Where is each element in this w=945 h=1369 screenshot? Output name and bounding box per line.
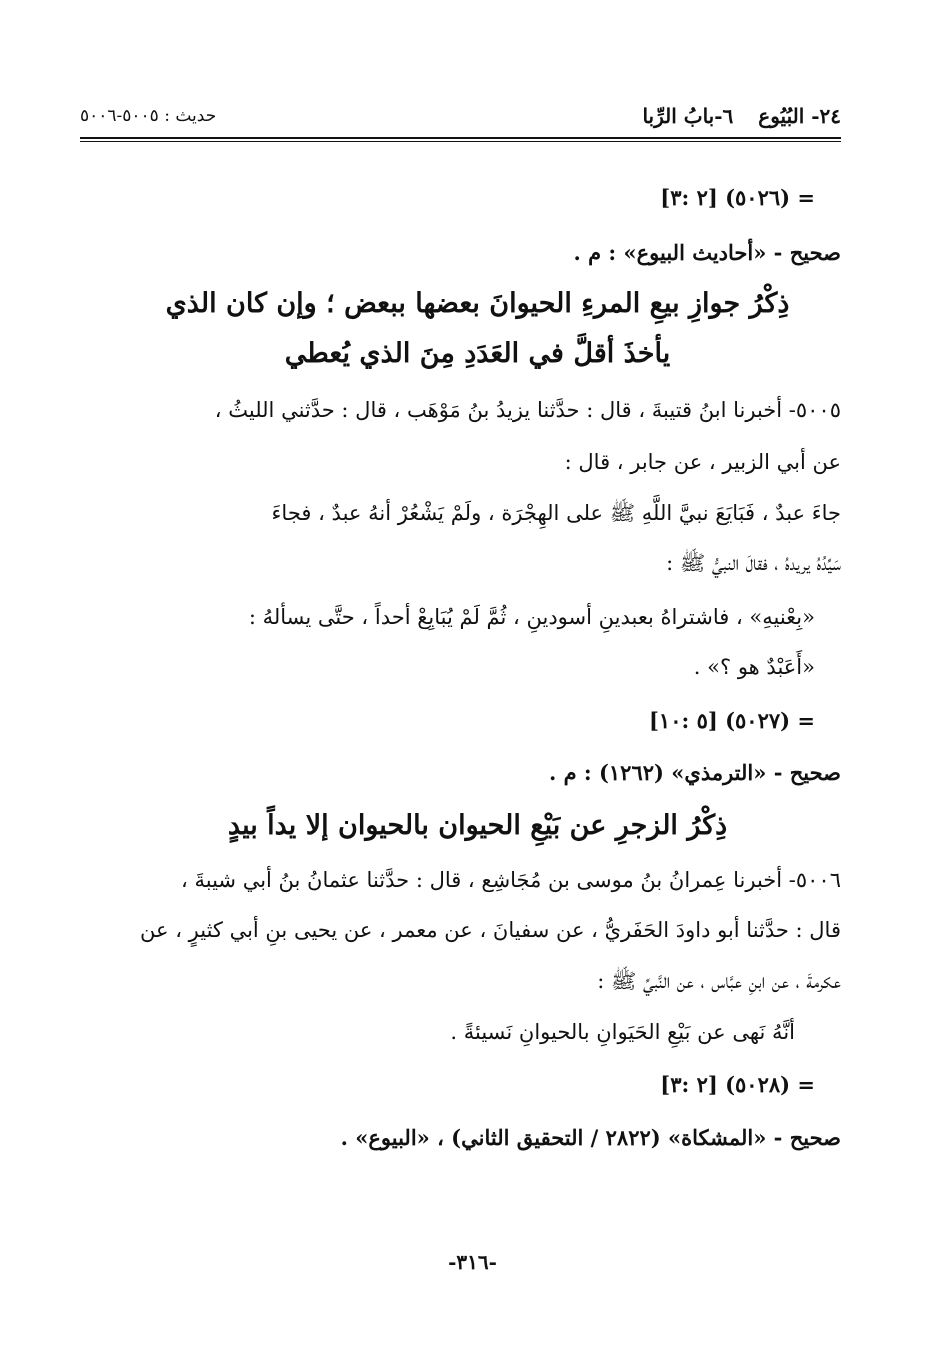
header-hadith-range: حديث : ٥٠٠٥-٥٠٠٦ xyxy=(80,106,217,126)
matn-line-1: جاءَ عبدٌ ، فَبَايَعَ نبيَّ اللَّهِ ﷺ على الهِجْرَة ، ولَمْ يَشْعُرْ أنهُ عبدٌ ، فجاءَ xyxy=(271,501,841,525)
matn-line-2: سَيِّدُهُ يريدهُ ، فقالَ النبيُّ ﷺ : xyxy=(666,551,841,575)
takhrij-line-1: = (٥٠٢٦) [٢ :٣] xyxy=(660,185,815,210)
header-divider-thin xyxy=(80,141,841,142)
isnad-line-5005: ٥٠٠٥- أخبرنا ابنُ قتيبةَ ، قال : حدَّثنا يزيدُ بنُ مَوْهَب ، قال : حدَّثني الليثُ ، xyxy=(214,398,841,422)
grading-line-2: صحيح - «الترمذي» (١٢٦٢) : م . xyxy=(548,760,841,785)
isnad-line-5006: ٥٠٠٦- أخبرنا عِمرانُ بنُ موسى بن مُجَاشِع ، قال : حدَّثنا عثمانُ بنُ أبي شيبةَ ، xyxy=(181,868,841,892)
isnad-line-5006-cont-1: قال : حدَّثنا أبو داودَ الحَفَريُّ ، عن سفيانَ ، عن معمر ، عن يحيى بنِ أبي كثيرٍ ، عن xyxy=(140,918,841,942)
takhrij-line-2: = (٥٠٢٧) [٥ :١٠] xyxy=(648,708,815,733)
header-divider xyxy=(80,137,841,139)
header-chapter: ٦-بابُ الرِّبا xyxy=(642,104,734,128)
takhrij-line-3: = (٥٠٢٨) [٢ :٣] xyxy=(660,1072,815,1097)
matn-line-5006: أنَّهُ نَهى عن بَيْعِ الحَيَوانِ بالحيوانِ نَسيئةً . xyxy=(450,1020,795,1044)
section-title-1b: يأخذَ أقلَّ في العَدَدِ مِنَ الذي يُعطي xyxy=(284,338,671,369)
section-title-1a: ذِكْرُ جوازِ بيعِ المرءِ الحيوانَ بعضها ببعض ؛ وإن كان الذي xyxy=(165,288,790,319)
isnad-line-5005-cont: عن أبي الزبير ، عن جابر ، قال : xyxy=(564,450,841,474)
page-number: -٣١٦- xyxy=(448,1250,497,1274)
isnad-line-5006-cont-2: عكرمةَ ، عن ابنِ عبَّاس ، عن النَّبيِّ ﷺ : xyxy=(597,969,841,993)
grading-line-3: صحيح - «المشكاة» (٢٨٢٢ / التحقيق الثاني) ، «البيوع» . xyxy=(340,1125,841,1150)
running-header xyxy=(80,100,841,136)
header-book-chapter xyxy=(624,104,841,128)
matn-line-4: «أَعَبْدٌ هو ؟» . xyxy=(693,655,815,679)
section-title-2: ذِكْرُ الزجرِ عن بَيْعِ الحيوان بالحيوان إلا يداً بيدٍ xyxy=(227,810,728,841)
grading-line-1: صحيح - «أحاديث البيوع» : م . xyxy=(573,240,841,265)
header-book: ٢٤- البُيُوع xyxy=(758,104,841,128)
matn-line-3: «بِعْنيهِ» ، فاشتراهُ بعبدينِ أسودينِ ، ثُمَّ لَمْ يُبَايِعْ أحداً ، حتَّى يسألهُ : xyxy=(248,605,815,629)
